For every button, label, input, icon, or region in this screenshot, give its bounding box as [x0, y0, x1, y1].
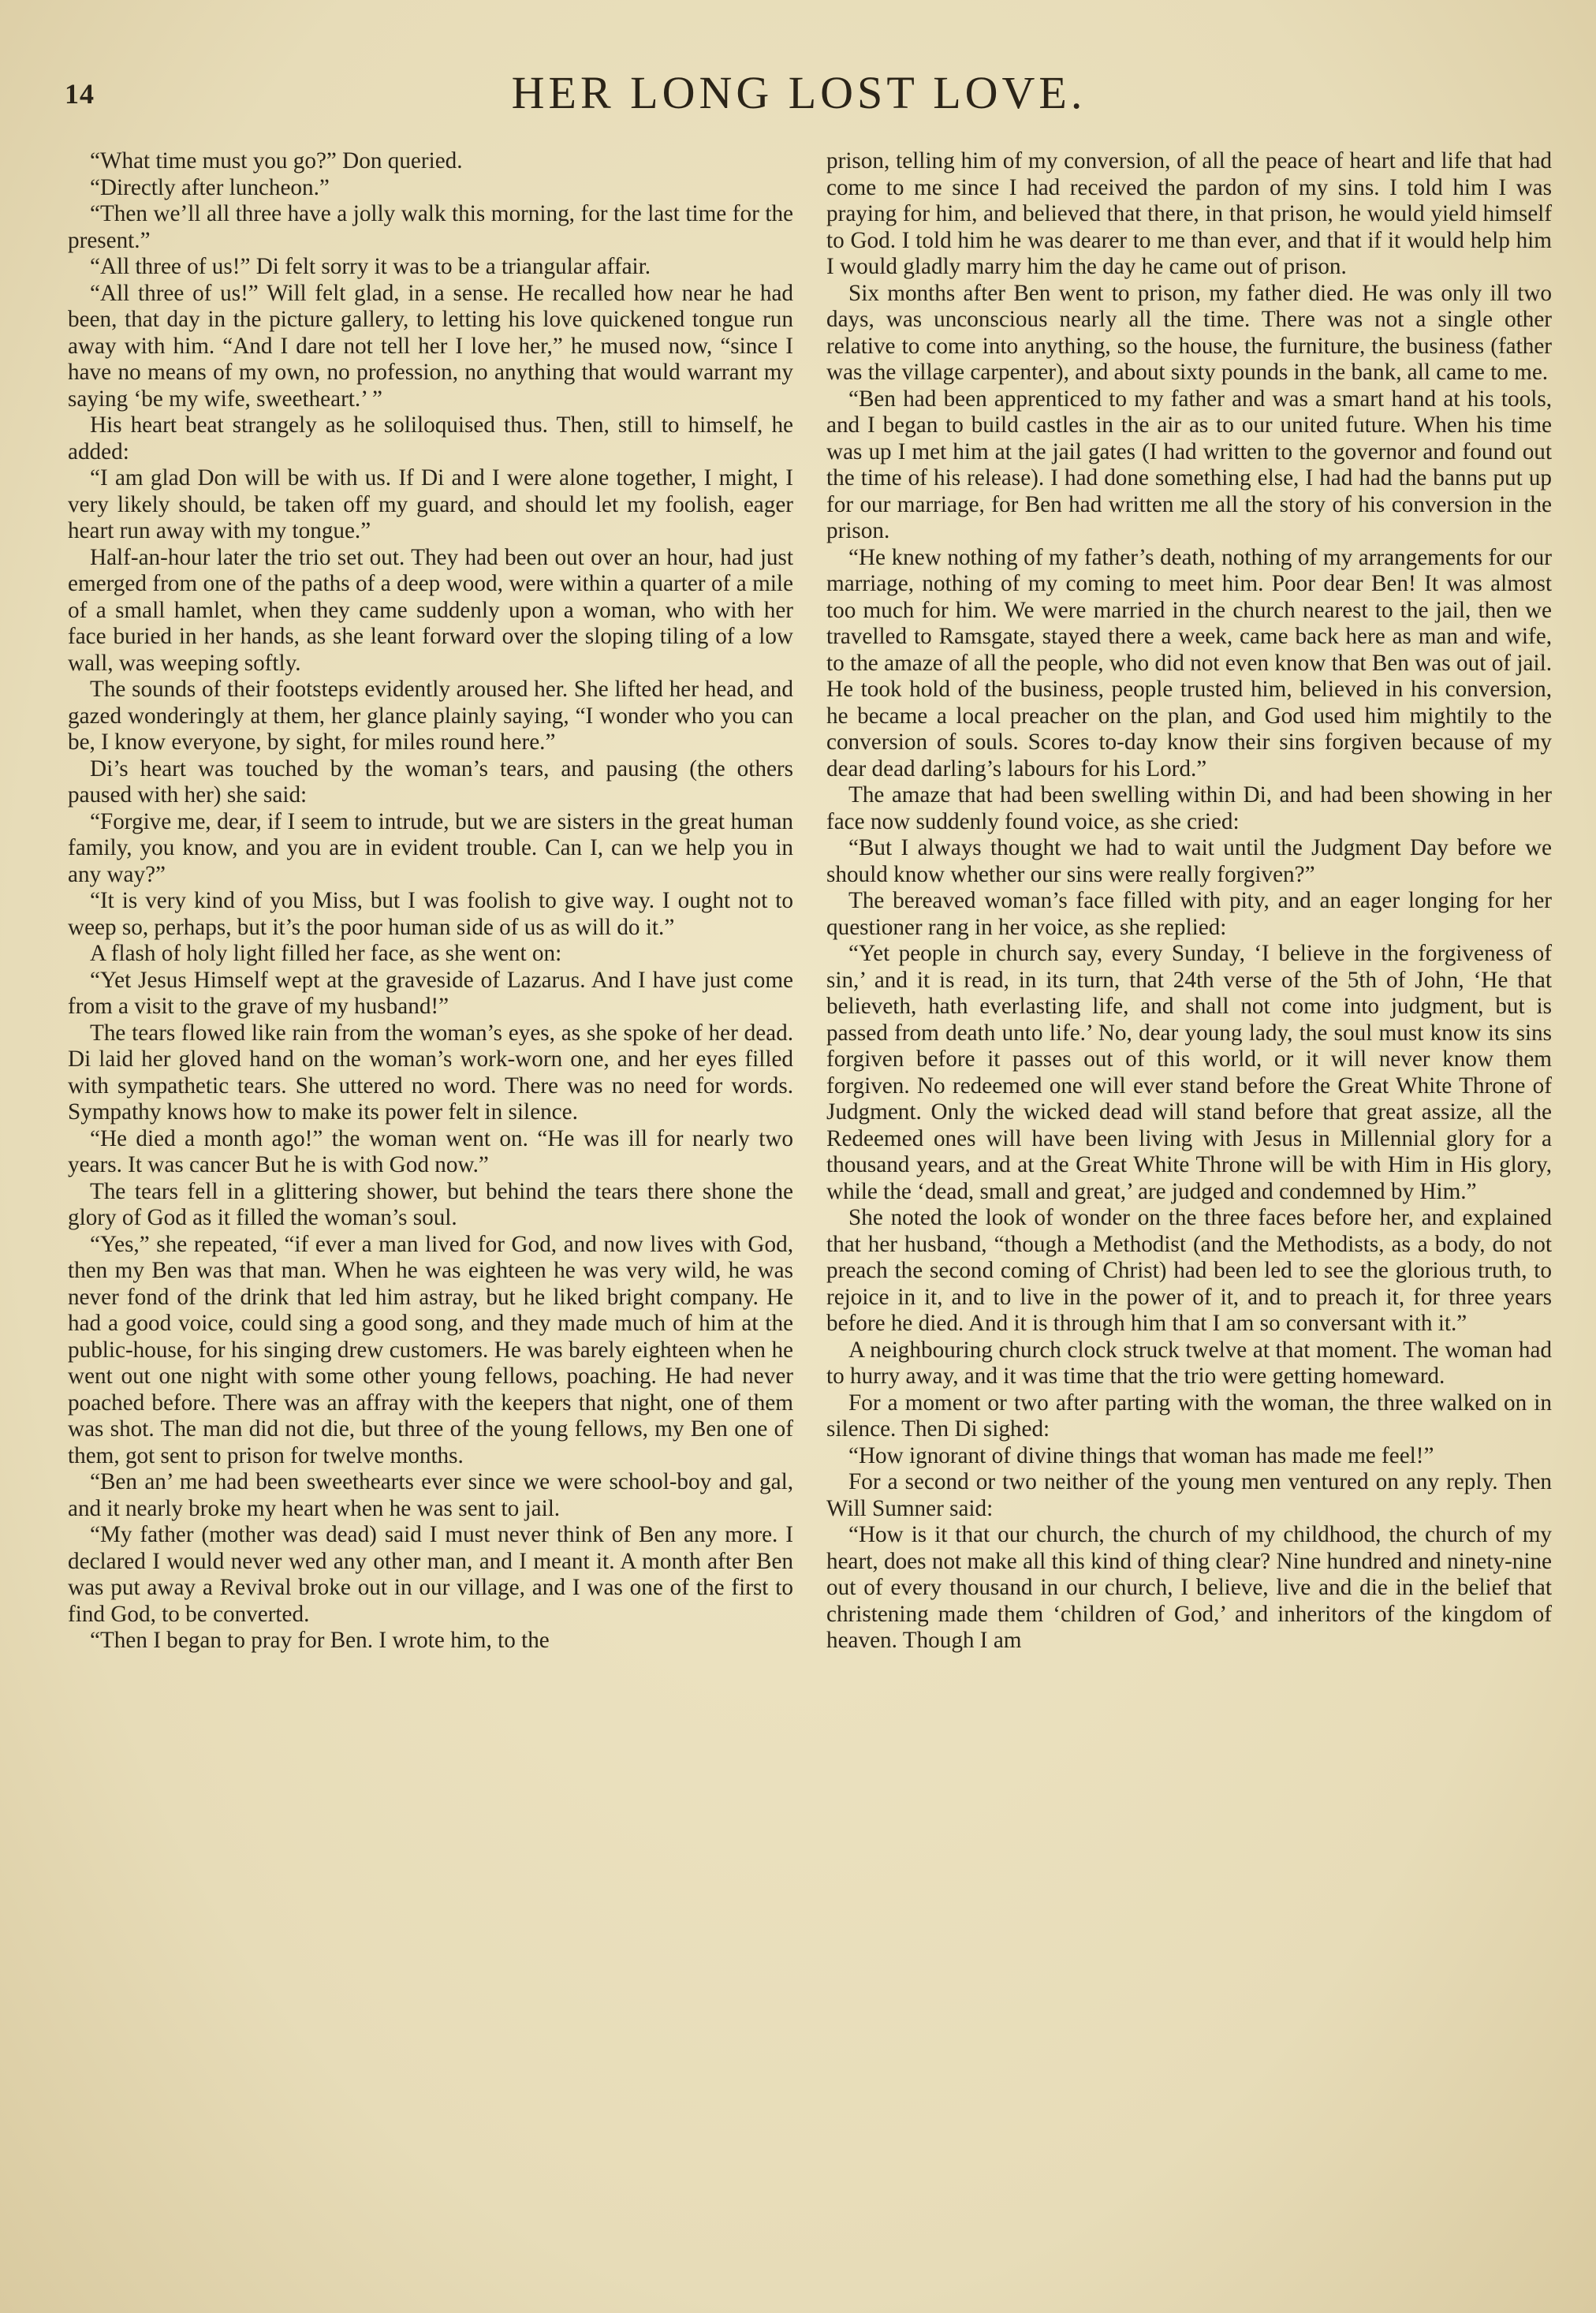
page-number: 14 — [65, 78, 95, 110]
paragraph: The tears fell in a glittering shower, but behind the tears there shone the glory of God as it filled the woman’s soul. — [68, 1178, 793, 1230]
paragraph: “He died a month ago!” the woman went on. “He was ill for nearly two years. It was cancer But he is with God now.” — [68, 1125, 793, 1177]
paragraph: The amaze that had been swelling within Di, and had been showing in her face now suddenly found voice, as she cried: — [826, 782, 1552, 834]
paragraph: The tears flowed like rain from the woman’s eyes, as she spoke of her dead. Di laid her gloved hand on the woman’s work-worn one, and her eyes filled with sympathetic tears. She uttered no word. There was no need for words. Sympathy knows how to make its power felt in silence. — [68, 1020, 793, 1125]
paragraph: “Ben an’ me had been sweethearts ever since we were school-boy and gal, and it nearly broke my heart when he was sent to jail. — [68, 1469, 793, 1521]
paragraph: “It is very kind of you Miss, but I was foolish to give way. I ought not to weep so, perhaps, but it’s the poor human side of us as will do it.” — [68, 888, 793, 940]
paragraph: The sounds of their footsteps evidently aroused her. She lifted her head, and gazed wonderingly at them, her glance plainly saying, “I wonder who you can be, I know everyone, by sight, for miles round here.” — [68, 677, 793, 755]
running-title: HER LONG LOST LOVE. — [511, 67, 1087, 118]
paragraph: His heart beat strangely as he soliloquised thus. Then, still to himself, he added: — [68, 412, 793, 464]
paragraph: Di’s heart was touched by the woman’s tears, and pausing (the others paused with her) she said: — [68, 755, 793, 808]
paragraph: “But I always thought we had to wait until the Judgment Day before we should know whether our sins were really forgiven?” — [826, 835, 1552, 887]
paragraph: She noted the look of wonder on the three faces before her, and explained that her husband, “though a Methodist (and the Methodists, as a body, do not preach the second coming of Christ) had been led to see the glorious truth, to rejoice in it, and to live in the power of it, and to preach it, for three years before he died. And it is through him that I am so conversant with it.” — [826, 1205, 1552, 1336]
paragraph: “How ignorant of divine things that woman has made me feel!” — [848, 1442, 1434, 1468]
paragraph: “Forgive me, dear, if I seem to intrude, but we are sisters in the great human family, you know, and you are in evident trouble. Can I, can we help you in any way?” — [68, 808, 793, 887]
paragraph: A neighbouring church clock struck twelve at that moment. The woman had to hurry away, and it was time that the trio were getting homeward. — [826, 1337, 1552, 1389]
right-column — [826, 148, 1552, 1655]
paragraph: “Ben had been apprenticed to my father and was a smart hand at his tools, and I began to build castles in the air as to our united future. When his time was up I met him at the jail gates (I had written to the governor and found out the time of his release). I had done something else, I had had the banns put up for our marriage, for Ben had written me all the story of his conversion in the prison. — [826, 386, 1552, 543]
paragraph: Half-an-hour later the trio set out. They had been out over an hour, had just emerged from one of the paths of a deep wood, were within a quarter of a mile of a small hamlet, when they came suddenly upon a woman, who with her face buried in her hands, as she leant forward over the sloping tiling of a low wall, was weeping softly. — [68, 544, 793, 676]
paragraph: “Yes,” she repeated, “if ever a man lived for God, and now lives with God, then my Ben was that man. When he was eighteen he was very wild, he was never fond of the drink that led him astray, but he liked bright company. He had a good voice, could sing a good song, and they made much of him at the public-house, for his singing drew customers. He was barely eighteen when he went out one night with some other young fellows, poaching. He had never poached before. There was an affray with the keepers that night, one of them was shot. The man did not die, but three of the young fellows, my Ben one of them, got sent to prison for twelve months. — [68, 1231, 793, 1468]
left-column — [68, 148, 793, 1655]
paragraph: A flash of holy light filled her face, as she went on: — [90, 941, 562, 966]
paragraph: “Yet people in church say, every Sunday, ‘I believe in the forgiveness of sin,’ and it is read, in its turn, that 24th verse of the 5th of John, ‘He that believeth, hath everlasting life, and shall not come into judgment, but is passed from death unto life.’ No, dear young lady, the soul must know its sins forgiven before it passes out of this world, or it will never know them forgiven. No redeemed one will ever stand before the Great White Throne of Judgment. Only the wicked dead will stand before that great assize, all the Redeemed ones will have been living with Jesus in Millennial glory for a thousand years, and at the Great White Throne will be with Him in His glory, while the ‘dead, small and great,’ are judged and condemned by Him.” — [826, 941, 1552, 1204]
paragraph: Six months after Ben went to prison, my father died. He was only ill two days, was unconscious nearly all the time. There was not a single other relative to come into anything, so the house, the furniture, the business (father was the village carpenter), and about sixty pounds in the bank, all came to me. — [826, 280, 1552, 385]
paragraph: “Then I began to pray for Ben. I wrote him, to the — [90, 1628, 550, 1653]
paragraph: “Yet Jesus Himself wept at the graveside of Lazarus. And I have just come from a visit to the grave of my husband!” — [68, 967, 793, 1019]
paragraph: “What time must you go?” Don queried. — [90, 148, 463, 173]
page-header — [65, 55, 1533, 126]
paragraph: “Then we’ll all three have a jolly walk this morning, for the last time for the present.” — [68, 201, 793, 253]
paragraph: The bereaved woman’s face filled with pity, and an eager longing for her questioner rang in her voice, as she replied: — [826, 888, 1552, 940]
paragraph: “How is it that our church, the church of my childhood, the church of my heart, does not make all this kind of thing clear? Nine hundred and ninety-nine out of every thousand in our church, I believe, live and die in the belief that christening made them ‘children of God,’ and inheritors of the kingdom of heaven. Though I am — [826, 1522, 1552, 1653]
paragraph-continued: prison, telling him of my conversion, of all the peace of heart and life that had come to me since I had received the pardon of my sins. I told him I was praying for him, and believed that there, in that prison, he would yield himself to God. I told him he was dearer to me than ever, and that if it would help him I would gladly marry him the day he came out of prison. — [826, 148, 1552, 279]
paragraph: “I am glad Don will be with us. If Di and I were alone together, I might, I very likely should, be taken off my guard, and should let my foolish, eager heart run away with my tongue.” — [68, 465, 793, 543]
paragraph: “All three of us!” Di felt sorry it was to be a triangular affair. — [90, 254, 651, 279]
paragraph: “Directly after luncheon.” — [90, 174, 330, 200]
paragraph: For a moment or two after parting with the woman, the three walked on in silence. Then Di sighed: — [826, 1390, 1552, 1442]
paragraph: “All three of us!” Will felt glad, in a sense. He recalled how near he had been, that day in the picture gallery, to letting his love quickened tongue run away with him. “And I dare not tell her I love her,” he mused now, “since I have no means of my own, no profession, no anything that would warrant my saying ‘be my wife, sweetheart.’ ” — [68, 280, 793, 412]
paragraph: “He knew nothing of my father’s death, nothing of my arrangements for our marriage, nothing of my coming to meet him. Poor dear Ben! It was almost too much for him. We were married in the church nearest to the jail, then we travelled to Ramsgate, stayed there a week, came back here as man and wife, to the amaze of all the people, who did not even know that Ben was out of jail. He took hold of the business, people trusted him, believed in his conversion, he became a local preacher on the plan, and God used him mightily to the conversion of souls. Scores to-day know their sins forgiven because of my dear dead darling’s labours for his Lord.” — [826, 544, 1552, 782]
paragraph: “My father (mother was dead) said I must never think of Ben any more. I declared I would never wed any other man, and I meant it. A month after Ben was put away a Revival broke out in our village, and I was one of the first to find God, to be converted. — [68, 1522, 793, 1627]
paragraph: For a second or two neither of the young men ventured on any reply. Then Will Sumner said: — [826, 1469, 1552, 1521]
